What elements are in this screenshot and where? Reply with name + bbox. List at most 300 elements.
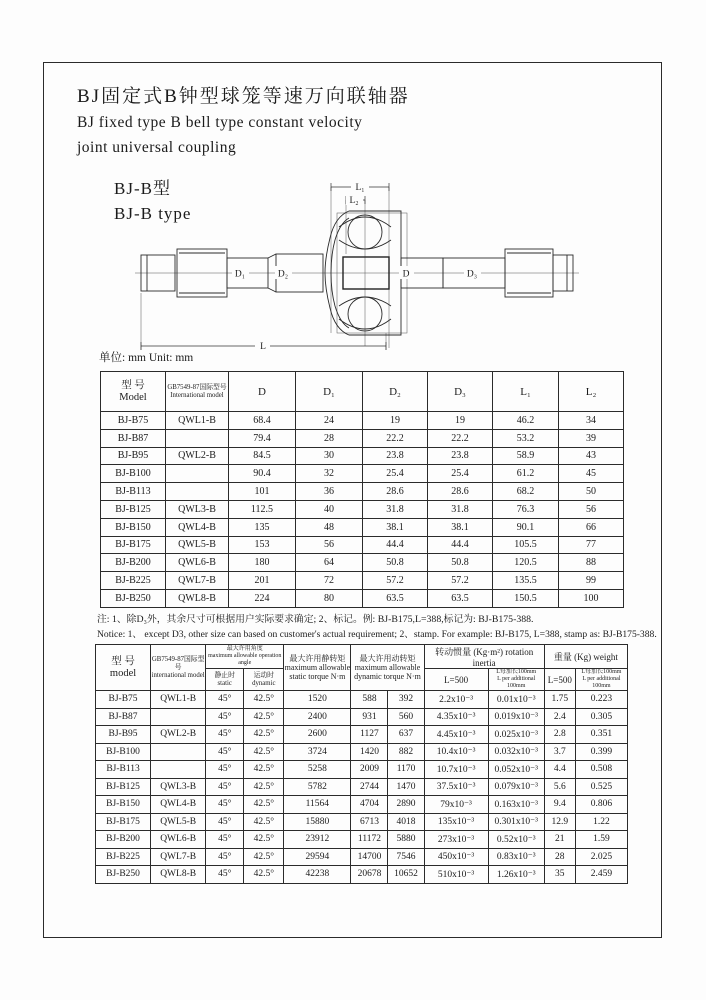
dim-label-d1: D₁: [234, 269, 246, 280]
cell: 63.5: [428, 589, 493, 607]
cell: QWL8-B: [151, 866, 206, 884]
cell: 0.301x10⁻³: [488, 813, 544, 831]
cell: QWL7-B: [166, 572, 229, 590]
header-text: GB7549-87国际型号: [167, 383, 227, 391]
cell: 57.2: [428, 572, 493, 590]
cell: 35: [544, 866, 575, 884]
cell: 64: [296, 554, 363, 572]
cell: 12.9: [544, 813, 575, 831]
cell: 36: [296, 483, 363, 501]
table-row: [96, 866, 628, 884]
cell: 153: [229, 536, 296, 554]
title-block: [77, 84, 410, 160]
table-row: [96, 743, 628, 761]
cell: 23.8: [428, 447, 493, 465]
cell: 31.8: [363, 500, 428, 518]
cell: 99: [559, 572, 624, 590]
unit-label: 单位: mm Unit: mm: [99, 352, 194, 364]
cell: 1.59: [575, 831, 627, 849]
header-text: 最大许用角度: [226, 646, 263, 652]
cell: 45°: [206, 726, 244, 744]
cell: 42.5°: [244, 691, 284, 709]
cell: 0.525: [575, 778, 627, 796]
cell: 25.4: [428, 465, 493, 483]
cell: 150.5: [493, 589, 559, 607]
cell: 2.025: [575, 848, 627, 866]
cell: 44.4: [363, 536, 428, 554]
cell: QWL2-B: [151, 726, 206, 744]
cell: 0.83x10⁻³: [488, 848, 544, 866]
col-header-max-angle: [206, 645, 284, 669]
cell: QWL6-B: [166, 554, 229, 572]
cell: 42.5°: [244, 848, 284, 866]
cell: 38.1: [363, 518, 428, 536]
cell: 0.305: [575, 708, 627, 726]
cell: 30: [296, 447, 363, 465]
cell: BJ-B113: [96, 761, 151, 779]
cell: 50.8: [428, 554, 493, 572]
cell: [166, 465, 229, 483]
cell: BJ-B125: [101, 500, 166, 518]
cell: 9.4: [544, 796, 575, 814]
cell: 10652: [388, 866, 424, 884]
cell: BJ-B87: [96, 708, 151, 726]
cell: 45°: [206, 778, 244, 796]
cell: 100: [559, 589, 624, 607]
col-header-weight-additional: [575, 669, 627, 691]
cell: 931: [351, 708, 388, 726]
cell: 3724: [284, 743, 351, 761]
cell: 2.459: [575, 866, 627, 884]
table-row: [96, 708, 628, 726]
cell: 0.806: [575, 796, 627, 814]
cell: 42238: [284, 866, 351, 884]
cell: 38.1: [428, 518, 493, 536]
header-text: 型 号: [111, 655, 135, 667]
cell: QWL1-B: [151, 691, 206, 709]
cell: 20678: [351, 866, 388, 884]
cell: 0.223: [575, 691, 627, 709]
col-header-d2: D₂: [363, 372, 428, 412]
col-header-d: D: [229, 372, 296, 412]
cell: 45°: [206, 691, 244, 709]
col-header-model: [101, 372, 166, 412]
performance-table-grid: [95, 644, 628, 884]
table-row: [96, 691, 628, 709]
cell: BJ-B75: [96, 691, 151, 709]
cell: 882: [388, 743, 424, 761]
cell: BJ-B175: [96, 813, 151, 831]
header-text: L per additional 100mm: [497, 676, 536, 689]
cell: 4.4: [544, 761, 575, 779]
cell: 450x10⁻³: [424, 848, 488, 866]
cell: BJ-B87: [101, 429, 166, 447]
cell: 2744: [351, 778, 388, 796]
cell: 11564: [284, 796, 351, 814]
cell: 19: [428, 412, 493, 430]
cell: QWL5-B: [151, 813, 206, 831]
dimensions-table: [100, 371, 623, 608]
cell: QWL7-B: [151, 848, 206, 866]
cell: 53.2: [493, 429, 559, 447]
cell: 5258: [284, 761, 351, 779]
col-header-model: [96, 645, 151, 691]
cell: 105.5: [493, 536, 559, 554]
cell: [166, 429, 229, 447]
cell: QWL4-B: [166, 518, 229, 536]
taper-line: [268, 254, 276, 258]
cell: 22.2: [428, 429, 493, 447]
cell: [166, 483, 229, 501]
cell: 45°: [206, 761, 244, 779]
cell: 23912: [284, 831, 351, 849]
cell: BJ-B250: [96, 866, 151, 884]
cell: 637: [388, 726, 424, 744]
cell: 66: [559, 518, 624, 536]
cell: 42.5°: [244, 796, 284, 814]
cell: 1470: [388, 778, 424, 796]
col-header-l1: L₁: [493, 372, 559, 412]
header-text: L每加长100mm: [581, 669, 622, 675]
cell: 42.5°: [244, 761, 284, 779]
cell: 0.508: [575, 761, 627, 779]
cell: 42.5°: [244, 743, 284, 761]
cell: 31.8: [428, 500, 493, 518]
table-row: [96, 813, 628, 831]
table-row: [101, 500, 624, 518]
cell: QWL4-B: [151, 796, 206, 814]
cell: 1420: [351, 743, 388, 761]
cell: 45°: [206, 866, 244, 884]
cell: 28: [544, 848, 575, 866]
col-header-international-model: [151, 645, 206, 691]
page-title-en-line1: BJ fixed type B bell type constant velocity: [77, 114, 363, 131]
table-row: [101, 465, 624, 483]
performance-table-body: [96, 691, 628, 884]
header-text: maximum allowable: [284, 663, 351, 672]
header-text: model: [109, 667, 137, 679]
table-row: [101, 572, 624, 590]
cell: QWL1-B: [166, 412, 229, 430]
cell: 42.5°: [244, 708, 284, 726]
cell: 58.9: [493, 447, 559, 465]
cell: 45°: [206, 708, 244, 726]
cell: 61.2: [493, 465, 559, 483]
dimensions-table-grid: [100, 371, 624, 608]
cell: 48: [296, 518, 363, 536]
col-header-l2: L₂: [559, 372, 624, 412]
cell: BJ-B95: [101, 447, 166, 465]
cell: 28.6: [363, 483, 428, 501]
header-text: static torque N·m: [289, 672, 346, 681]
cell: 28.6: [428, 483, 493, 501]
cell: 42.5°: [244, 778, 284, 796]
cell: 46.2: [493, 412, 559, 430]
cell: 101: [229, 483, 296, 501]
cell: 80: [296, 589, 363, 607]
header-text: maximum allowable: [354, 663, 421, 672]
cell: 40: [296, 500, 363, 518]
col-header-d1: D₁: [296, 372, 363, 412]
cell: BJ-B200: [101, 554, 166, 572]
cell: 45°: [206, 848, 244, 866]
table-row: [101, 429, 624, 447]
col-header-angle-dynamic: [244, 669, 284, 691]
cell: 2600: [284, 726, 351, 744]
header-text: 最大许用动转矩: [359, 654, 416, 663]
cell: 5.6: [544, 778, 575, 796]
cell: 0.079x10⁻³: [488, 778, 544, 796]
table-row: [96, 726, 628, 744]
header-text: 静止时: [214, 671, 235, 679]
cell: 28: [296, 429, 363, 447]
cell: 2009: [351, 761, 388, 779]
cell: BJ-B250: [101, 589, 166, 607]
cell: 42.5°: [244, 813, 284, 831]
note-zh: 注: 1、除D₃外，其余尺寸可根据用户实际要求确定; 2、标记。例: BJ-B175,L=388,标记为: BJ-B175-388.: [97, 614, 534, 625]
type-label-zh: BJ-B型: [114, 179, 171, 198]
cell: 72: [296, 572, 363, 590]
cell: 42.5°: [244, 831, 284, 849]
cell: 34: [559, 412, 624, 430]
table-row: [101, 447, 624, 465]
col-header-inertia-additional: [488, 669, 544, 691]
cell: 21: [544, 831, 575, 849]
col-header-inertia-l500: L=500: [424, 669, 488, 691]
cell: 2.4: [544, 708, 575, 726]
cell: QWL6-B: [151, 831, 206, 849]
cell: 4704: [351, 796, 388, 814]
header-text: 最大许用静转矩: [289, 654, 346, 663]
cell: 510x10⁻³: [424, 866, 488, 884]
cell: 45°: [206, 743, 244, 761]
cell: 1.22: [575, 813, 627, 831]
table-row: [96, 848, 628, 866]
cell: 2.8: [544, 726, 575, 744]
cell: 42.5°: [244, 726, 284, 744]
cell: BJ-B175: [101, 536, 166, 554]
cell: QWL2-B: [166, 447, 229, 465]
cell: 22.2: [363, 429, 428, 447]
cell: BJ-B113: [101, 483, 166, 501]
taper-line: [268, 288, 276, 292]
cell: 32: [296, 465, 363, 483]
cell: 0.163x10⁻³: [488, 796, 544, 814]
dim-label-d2: D₂: [277, 269, 289, 280]
col-header-international-model: [166, 372, 229, 412]
cell: 1.75: [544, 691, 575, 709]
cell: 1127: [351, 726, 388, 744]
cell: 23.8: [363, 447, 428, 465]
table-row: [96, 796, 628, 814]
cell: 79x10⁻³: [424, 796, 488, 814]
header-text: maximum allowable operation angle: [208, 653, 282, 666]
cell: 0.019x10⁻³: [488, 708, 544, 726]
cell: 2400: [284, 708, 351, 726]
cell: 1520: [284, 691, 351, 709]
cell: 7546: [388, 848, 424, 866]
cell: 0.399: [575, 743, 627, 761]
cell: BJ-B225: [96, 848, 151, 866]
cell: 201: [229, 572, 296, 590]
cell: 56: [559, 500, 624, 518]
table-row: [101, 589, 624, 607]
cell: 1170: [388, 761, 424, 779]
header-text: dynamic torque N·m: [354, 672, 421, 681]
cell: 112.5: [229, 500, 296, 518]
cell: 57.2: [363, 572, 428, 590]
cell: 135: [229, 518, 296, 536]
cell: 2890: [388, 796, 424, 814]
col-header-angle-static: [206, 669, 244, 691]
cell: QWL3-B: [151, 778, 206, 796]
cell: 4.45x10⁻³: [424, 726, 488, 744]
cell: 77: [559, 536, 624, 554]
dimensions-table-body: [101, 412, 624, 608]
cell: 63.5: [363, 589, 428, 607]
cell: BJ-B95: [96, 726, 151, 744]
table-row: [96, 761, 628, 779]
cell: 135.5: [493, 572, 559, 590]
cell: 45: [559, 465, 624, 483]
table-row: [101, 554, 624, 572]
cell: 24: [296, 412, 363, 430]
cell: BJ-B200: [96, 831, 151, 849]
cell: BJ-B225: [101, 572, 166, 590]
cell: 0.052x10⁻³: [488, 761, 544, 779]
cell: 392: [388, 691, 424, 709]
cell: BJ-B125: [96, 778, 151, 796]
cell: [151, 708, 206, 726]
cell: [151, 761, 206, 779]
header-text: international model: [151, 671, 205, 679]
cell: 50: [559, 483, 624, 501]
page-title-en-line2: joint universal coupling: [77, 139, 237, 156]
cell: 50.8: [363, 554, 428, 572]
cell: 45°: [206, 831, 244, 849]
dim-label-l: L: [260, 342, 266, 352]
cell: 15880: [284, 813, 351, 831]
cell: 10.7x10⁻³: [424, 761, 488, 779]
cell: 42.5°: [244, 866, 284, 884]
cell: 0.025x10⁻³: [488, 726, 544, 744]
cell: BJ-B100: [101, 465, 166, 483]
cell: QWL3-B: [166, 500, 229, 518]
cell: 84.5: [229, 447, 296, 465]
header-text: static: [217, 679, 232, 687]
header-text: dynamic: [252, 679, 276, 687]
cell: QWL8-B: [166, 589, 229, 607]
cell: 4.35x10⁻³: [424, 708, 488, 726]
page-title-zh: BJ固定式B钟型球笼等速万向联轴器: [77, 86, 410, 107]
cell: 180: [229, 554, 296, 572]
table-row: [101, 483, 624, 501]
cell: BJ-B75: [101, 412, 166, 430]
dim-label-l2: L₂: [349, 196, 359, 206]
header-text: GB7549-87国际型号: [151, 655, 205, 671]
cell: 29594: [284, 848, 351, 866]
cell: 43: [559, 447, 624, 465]
cell: 14700: [351, 848, 388, 866]
cell: 45°: [206, 813, 244, 831]
col-header-dynamic-torque: [351, 645, 424, 691]
header-text: Model: [119, 391, 147, 403]
header-text: International model: [170, 391, 224, 399]
cell: 79.4: [229, 429, 296, 447]
cell: 88: [559, 554, 624, 572]
cell: 135x10⁻³: [424, 813, 488, 831]
cell: 45°: [206, 796, 244, 814]
col-header-weight: 重量 (Kg) weight: [544, 645, 627, 669]
cell: 39: [559, 429, 624, 447]
cell: BJ-B150: [101, 518, 166, 536]
header-text: L每加长100mm: [496, 669, 537, 675]
cell: 560: [388, 708, 424, 726]
col-header-weight-l500: L=500: [544, 669, 575, 691]
cell: 44.4: [428, 536, 493, 554]
header-text: L per additional 100mm: [582, 676, 621, 689]
cell: 4018: [388, 813, 424, 831]
cell: 90.1: [493, 518, 559, 536]
note-en: Notice: 1、 except D3, other size can based on customer's actual requirement; 2、stamp. For example: BJ-B175, L=388, stamp as: BJ-B175-388.: [97, 629, 657, 640]
cell: 0.52x10⁻³: [488, 831, 544, 849]
cell: 10.4x10⁻³: [424, 743, 488, 761]
cell: 0.351: [575, 726, 627, 744]
type-label-en: BJ-B type: [114, 204, 192, 223]
cell: [151, 743, 206, 761]
cell: BJ-B150: [96, 796, 151, 814]
coupling-drawing-svg: [133, 170, 583, 358]
table-row: [101, 518, 624, 536]
cell: 76.3: [493, 500, 559, 518]
cell: 68.2: [493, 483, 559, 501]
cell: 6713: [351, 813, 388, 831]
cell: 588: [351, 691, 388, 709]
cell: 11172: [351, 831, 388, 849]
dim-label-d: D: [402, 269, 410, 280]
table-row: [101, 536, 624, 554]
cell: 224: [229, 589, 296, 607]
performance-table-header: [96, 645, 628, 691]
cell: 5880: [388, 831, 424, 849]
cell: 56: [296, 536, 363, 554]
coupling-drawing: [133, 170, 583, 363]
cell: 120.5: [493, 554, 559, 572]
cell: 68.4: [229, 412, 296, 430]
dimensions-table-header: [101, 372, 624, 412]
cell: 273x10⁻³: [424, 831, 488, 849]
table-row: [101, 412, 624, 430]
table-row: [96, 831, 628, 849]
cell: BJ-B100: [96, 743, 151, 761]
header-text: 运动时: [253, 671, 274, 679]
table-row: [96, 778, 628, 796]
cell: QWL5-B: [166, 536, 229, 554]
header-text: 型 号: [121, 379, 145, 391]
dim-label-d3: D₃: [466, 269, 478, 280]
dim-label-l1: L₁: [355, 183, 365, 193]
col-header-d3: D₃: [428, 372, 493, 412]
performance-table: [95, 644, 628, 884]
cell: 1.26x10⁻³: [488, 866, 544, 884]
col-header-static-torque: [284, 645, 351, 691]
cell: 37.5x10⁻³: [424, 778, 488, 796]
cell: 2.2x10⁻³: [424, 691, 488, 709]
cell: 0.032x10⁻³: [488, 743, 544, 761]
cell: 19: [363, 412, 428, 430]
cell: 25.4: [363, 465, 428, 483]
cell: 0.01x10⁻³: [488, 691, 544, 709]
